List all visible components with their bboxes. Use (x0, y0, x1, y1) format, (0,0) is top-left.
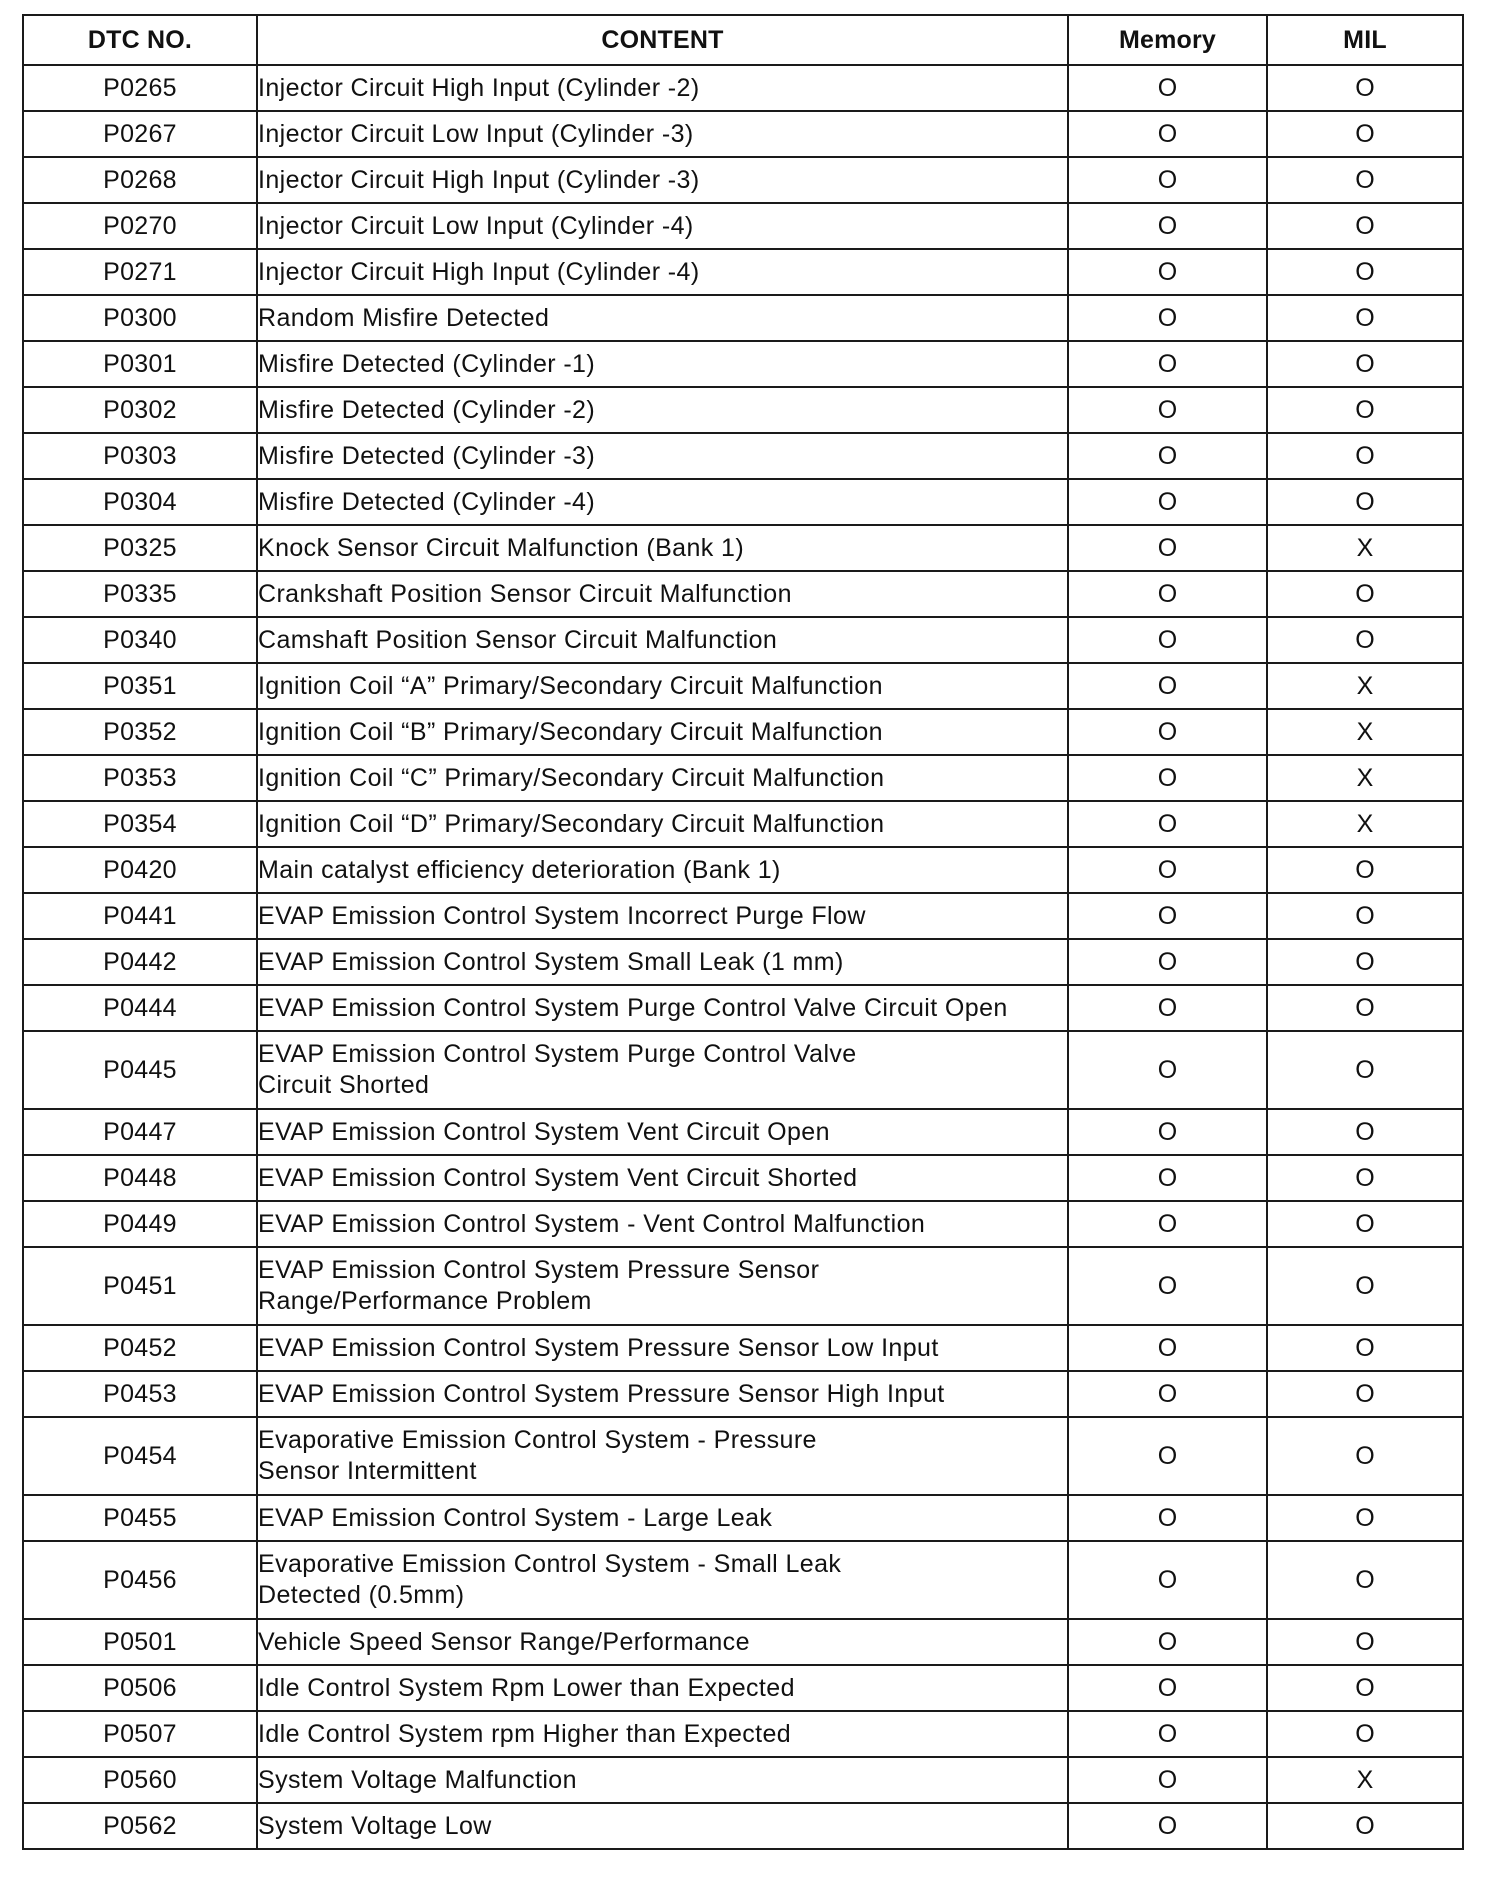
dtc-code-cell: P0301 (23, 341, 257, 387)
dtc-content-cell (257, 1541, 1068, 1619)
dtc-code-cell: P0501 (23, 1619, 257, 1665)
dtc-content-cell (257, 295, 1068, 341)
mil-mark-cell: O (1267, 1371, 1463, 1417)
memory-mark-cell: O (1068, 847, 1267, 893)
dtc-content-text: Main catalyst efficiency deterioration (Bank 1) (258, 855, 781, 884)
mil-mark-cell: O (1267, 1247, 1463, 1325)
dtc-code-cell: P0340 (23, 617, 257, 663)
memory-mark-cell: O (1068, 709, 1267, 755)
dtc-content-text: Misfire Detected (Cylinder -1) (258, 349, 596, 378)
memory-mark-cell: O (1068, 1325, 1267, 1371)
memory-mark-cell: O (1068, 1757, 1267, 1803)
table-row (23, 157, 1463, 203)
dtc-content-text: EVAP Emission Control System - Large Leak (258, 1503, 773, 1532)
dtc-code-cell: P0352 (23, 709, 257, 755)
mil-mark-cell: O (1267, 295, 1463, 341)
dtc-content-cell (257, 433, 1068, 479)
memory-mark-cell: O (1068, 1619, 1267, 1665)
table-row (23, 709, 1463, 755)
dtc-content-text: Injector Circuit High Input (Cylinder -4) (258, 257, 700, 286)
mil-mark-cell: O (1267, 571, 1463, 617)
dtc-content-cell (257, 249, 1068, 295)
mil-mark-cell: O (1267, 1417, 1463, 1495)
memory-mark-cell: O (1068, 387, 1267, 433)
dtc-content-text: EVAP Emission Control System Incorrect Purge Flow (258, 901, 866, 930)
dtc-code-cell: P0271 (23, 249, 257, 295)
dtc-content-cell (257, 1711, 1068, 1757)
dtc-content-text: EVAP Emission Control System Pressure Sensor High Input (258, 1379, 945, 1408)
mil-mark-cell: O (1267, 847, 1463, 893)
memory-mark-cell: O (1068, 433, 1267, 479)
mil-mark-cell: X (1267, 663, 1463, 709)
dtc-content-cell (257, 571, 1068, 617)
dtc-code-cell: P0449 (23, 1201, 257, 1247)
dtc-content-text: EVAP Emission Control System Purge Control Valve Circuit Shorted (258, 1040, 857, 1099)
memory-mark-cell: O (1068, 801, 1267, 847)
dtc-code-cell: P0302 (23, 387, 257, 433)
dtc-content-text: Ignition Coil “C” Primary/Secondary Circuit Malfunction (258, 763, 885, 792)
table-row (23, 1541, 1463, 1619)
header-mil: MIL (1267, 15, 1463, 65)
dtc-content-cell (257, 1325, 1068, 1371)
mil-mark-cell: O (1267, 985, 1463, 1031)
mil-mark-cell: O (1267, 1665, 1463, 1711)
mil-mark-cell: O (1267, 1495, 1463, 1541)
dtc-code-cell: P0455 (23, 1495, 257, 1541)
memory-mark-cell: O (1068, 1665, 1267, 1711)
dtc-code-cell: P0560 (23, 1757, 257, 1803)
dtc-code-cell: P0448 (23, 1155, 257, 1201)
memory-mark-cell: O (1068, 1247, 1267, 1325)
dtc-code-cell: P0447 (23, 1109, 257, 1155)
table-row (23, 985, 1463, 1031)
dtc-content-text: Knock Sensor Circuit Malfunction (Bank 1) (258, 533, 745, 562)
dtc-code-cell: P0325 (23, 525, 257, 571)
dtc-code-cell: P0441 (23, 893, 257, 939)
table-row (23, 1325, 1463, 1371)
dtc-code-cell: P0354 (23, 801, 257, 847)
dtc-content-text: Ignition Coil “A” Primary/Secondary Circuit Malfunction (258, 671, 883, 700)
table-row (23, 1031, 1463, 1109)
dtc-code-cell: P0445 (23, 1031, 257, 1109)
dtc-code-cell: P0442 (23, 939, 257, 985)
header-memory: Memory (1068, 15, 1267, 65)
mil-mark-cell: O (1267, 249, 1463, 295)
memory-mark-cell: O (1068, 893, 1267, 939)
table-row (23, 341, 1463, 387)
table-row (23, 525, 1463, 571)
table-row (23, 1803, 1463, 1849)
dtc-content-text: Vehicle Speed Sensor Range/Performance (258, 1627, 750, 1656)
mil-mark-cell: O (1267, 1803, 1463, 1849)
dtc-content-cell (257, 939, 1068, 985)
table-row (23, 387, 1463, 433)
dtc-code-cell: P0456 (23, 1541, 257, 1619)
dtc-content-cell (257, 479, 1068, 525)
header-content: CONTENT (257, 15, 1068, 65)
dtc-code-cell: P0300 (23, 295, 257, 341)
dtc-content-text: Misfire Detected (Cylinder -3) (258, 441, 596, 470)
dtc-code-cell: P0420 (23, 847, 257, 893)
mil-mark-cell: O (1267, 341, 1463, 387)
memory-mark-cell: O (1068, 1031, 1267, 1109)
memory-mark-cell: O (1068, 65, 1267, 111)
dtc-code-cell: P0265 (23, 65, 257, 111)
mil-mark-cell: O (1267, 1711, 1463, 1757)
dtc-content-cell (257, 1155, 1068, 1201)
table-row (23, 801, 1463, 847)
mil-mark-cell: O (1267, 1619, 1463, 1665)
dtc-content-text: Misfire Detected (Cylinder -4) (258, 487, 596, 516)
dtc-content-text: EVAP Emission Control System Vent Circuit Shorted (258, 1163, 858, 1192)
dtc-code-cell: P0304 (23, 479, 257, 525)
dtc-code-cell: P0452 (23, 1325, 257, 1371)
dtc-content-cell (257, 1803, 1068, 1849)
dtc-content-text: Camshaft Position Sensor Circuit Malfunction (258, 625, 778, 654)
dtc-content-text: EVAP Emission Control System Purge Control Valve Circuit Open (258, 993, 1008, 1022)
mil-mark-cell: X (1267, 801, 1463, 847)
table-row (23, 893, 1463, 939)
dtc-content-cell (257, 663, 1068, 709)
mil-mark-cell: O (1267, 939, 1463, 985)
table-row (23, 663, 1463, 709)
dtc-content-text: Injector Circuit Low Input (Cylinder -4) (258, 211, 694, 240)
table-row (23, 939, 1463, 985)
table-row (23, 1665, 1463, 1711)
dtc-code-cell: P0454 (23, 1417, 257, 1495)
dtc-code-cell: P0351 (23, 663, 257, 709)
table-row (23, 1495, 1463, 1541)
dtc-content-cell (257, 755, 1068, 801)
memory-mark-cell: O (1068, 249, 1267, 295)
table-row (23, 1109, 1463, 1155)
mil-mark-cell: X (1267, 525, 1463, 571)
memory-mark-cell: O (1068, 479, 1267, 525)
dtc-content-text: EVAP Emission Control System Pressure Sensor Low Input (258, 1333, 939, 1362)
mil-mark-cell: O (1267, 1109, 1463, 1155)
dtc-content-text: Idle Control System Rpm Lower than Expected (258, 1673, 795, 1702)
dtc-content-cell (257, 157, 1068, 203)
dtc-content-cell (257, 1031, 1068, 1109)
mil-mark-cell: O (1267, 1325, 1463, 1371)
dtc-code-cell: P0335 (23, 571, 257, 617)
dtc-content-cell (257, 1201, 1068, 1247)
table-row (23, 1201, 1463, 1247)
table-row (23, 1371, 1463, 1417)
dtc-code-cell: P0353 (23, 755, 257, 801)
dtc-code-cell: P0444 (23, 985, 257, 1031)
dtc-content-cell (257, 1417, 1068, 1495)
dtc-code-cell: P0267 (23, 111, 257, 157)
memory-mark-cell: O (1068, 157, 1267, 203)
mil-mark-cell: O (1267, 111, 1463, 157)
memory-mark-cell: O (1068, 1417, 1267, 1495)
dtc-content-cell (257, 1495, 1068, 1541)
table-row (23, 1417, 1463, 1495)
dtc-content-text: Misfire Detected (Cylinder -2) (258, 395, 596, 424)
memory-mark-cell: O (1068, 1155, 1267, 1201)
memory-mark-cell: O (1068, 571, 1267, 617)
mil-mark-cell: X (1267, 755, 1463, 801)
table-row (23, 1757, 1463, 1803)
table-row (23, 65, 1463, 111)
dtc-content-text: Random Misfire Detected (258, 303, 550, 332)
mil-mark-cell: O (1267, 433, 1463, 479)
dtc-content-cell (257, 1247, 1068, 1325)
dtc-content-cell (257, 1757, 1068, 1803)
dtc-code-cell: P0303 (23, 433, 257, 479)
dtc-content-cell (257, 111, 1068, 157)
header-dtc-no: DTC NO. (23, 15, 257, 65)
table-row (23, 249, 1463, 295)
dtc-code-cell: P0507 (23, 1711, 257, 1757)
dtc-code-cell: P0451 (23, 1247, 257, 1325)
memory-mark-cell: O (1068, 939, 1267, 985)
memory-mark-cell: O (1068, 985, 1267, 1031)
table-header-row (23, 15, 1463, 65)
table-row (23, 1711, 1463, 1757)
dtc-code-cell: P0268 (23, 157, 257, 203)
memory-mark-cell: O (1068, 1201, 1267, 1247)
dtc-code-cell: P0270 (23, 203, 257, 249)
dtc-content-cell (257, 801, 1068, 847)
mil-mark-cell: O (1267, 1541, 1463, 1619)
table-body (23, 65, 1463, 1849)
dtc-content-cell (257, 65, 1068, 111)
dtc-content-text: EVAP Emission Control System Vent Circuit Open (258, 1117, 830, 1146)
memory-mark-cell: O (1068, 1541, 1267, 1619)
memory-mark-cell: O (1068, 295, 1267, 341)
memory-mark-cell: O (1068, 617, 1267, 663)
memory-mark-cell: O (1068, 111, 1267, 157)
memory-mark-cell: O (1068, 1109, 1267, 1155)
memory-mark-cell: O (1068, 1495, 1267, 1541)
table-row (23, 847, 1463, 893)
dtc-content-cell (257, 709, 1068, 755)
dtc-content-cell (257, 203, 1068, 249)
table-row (23, 755, 1463, 801)
memory-mark-cell: O (1068, 203, 1267, 249)
table-row (23, 1619, 1463, 1665)
dtc-content-cell (257, 847, 1068, 893)
table-row (23, 571, 1463, 617)
dtc-content-text: EVAP Emission Control System Pressure Sensor Range/Performance Problem (258, 1256, 820, 1315)
mil-mark-cell: X (1267, 709, 1463, 755)
mil-mark-cell: O (1267, 157, 1463, 203)
mil-mark-cell: O (1267, 893, 1463, 939)
table-row (23, 1247, 1463, 1325)
mil-mark-cell: X (1267, 1757, 1463, 1803)
table-row (23, 433, 1463, 479)
memory-mark-cell: O (1068, 1711, 1267, 1757)
dtc-content-text: Ignition Coil “D” Primary/Secondary Circuit Malfunction (258, 809, 885, 838)
mil-mark-cell: O (1267, 479, 1463, 525)
dtc-content-cell (257, 341, 1068, 387)
dtc-content-text: Injector Circuit High Input (Cylinder -2) (258, 73, 700, 102)
memory-mark-cell: O (1068, 1371, 1267, 1417)
dtc-content-text: Ignition Coil “B” Primary/Secondary Circuit Malfunction (258, 717, 883, 746)
mil-mark-cell: O (1267, 203, 1463, 249)
memory-mark-cell: O (1068, 1803, 1267, 1849)
dtc-content-text: EVAP Emission Control System Small Leak (1 mm) (258, 947, 844, 976)
table-row (23, 1155, 1463, 1201)
dtc-code-cell: P0453 (23, 1371, 257, 1417)
table-row (23, 617, 1463, 663)
mil-mark-cell: O (1267, 387, 1463, 433)
memory-mark-cell: O (1068, 755, 1267, 801)
memory-mark-cell: O (1068, 525, 1267, 571)
dtc-content-cell (257, 1109, 1068, 1155)
dtc-code-cell: P0506 (23, 1665, 257, 1711)
dtc-content-text: System Voltage Malfunction (258, 1765, 577, 1794)
mil-mark-cell: O (1267, 65, 1463, 111)
dtc-content-cell (257, 525, 1068, 571)
mil-mark-cell: O (1267, 1031, 1463, 1109)
dtc-content-text: System Voltage Low (258, 1811, 492, 1840)
dtc-content-text: Injector Circuit Low Input (Cylinder -3) (258, 119, 694, 148)
dtc-content-cell (257, 1665, 1068, 1711)
memory-mark-cell: O (1068, 663, 1267, 709)
table-row (23, 203, 1463, 249)
dtc-content-cell (257, 1371, 1068, 1417)
dtc-content-cell (257, 1619, 1068, 1665)
mil-mark-cell: O (1267, 1155, 1463, 1201)
dtc-content-cell (257, 893, 1068, 939)
dtc-content-cell (257, 617, 1068, 663)
dtc-content-text: Injector Circuit High Input (Cylinder -3) (258, 165, 700, 194)
dtc-code-cell: P0562 (23, 1803, 257, 1849)
dtc-content-text: Idle Control System rpm Higher than Expected (258, 1719, 792, 1748)
dtc-content-text: Crankshaft Position Sensor Circuit Malfunction (258, 579, 792, 608)
table-row (23, 479, 1463, 525)
dtc-table (22, 14, 1464, 1850)
mil-mark-cell: O (1267, 617, 1463, 663)
table-row (23, 111, 1463, 157)
dtc-content-text: Evaporative Emission Control System - Small Leak Detected (0.5mm) (258, 1550, 842, 1609)
dtc-content-text: EVAP Emission Control System - Vent Control Malfunction (258, 1209, 926, 1238)
dtc-content-cell (257, 985, 1068, 1031)
dtc-content-text: Evaporative Emission Control System - Pressure Sensor Intermittent (258, 1426, 817, 1485)
dtc-content-cell (257, 387, 1068, 433)
mil-mark-cell: O (1267, 1201, 1463, 1247)
memory-mark-cell: O (1068, 341, 1267, 387)
table-row (23, 295, 1463, 341)
